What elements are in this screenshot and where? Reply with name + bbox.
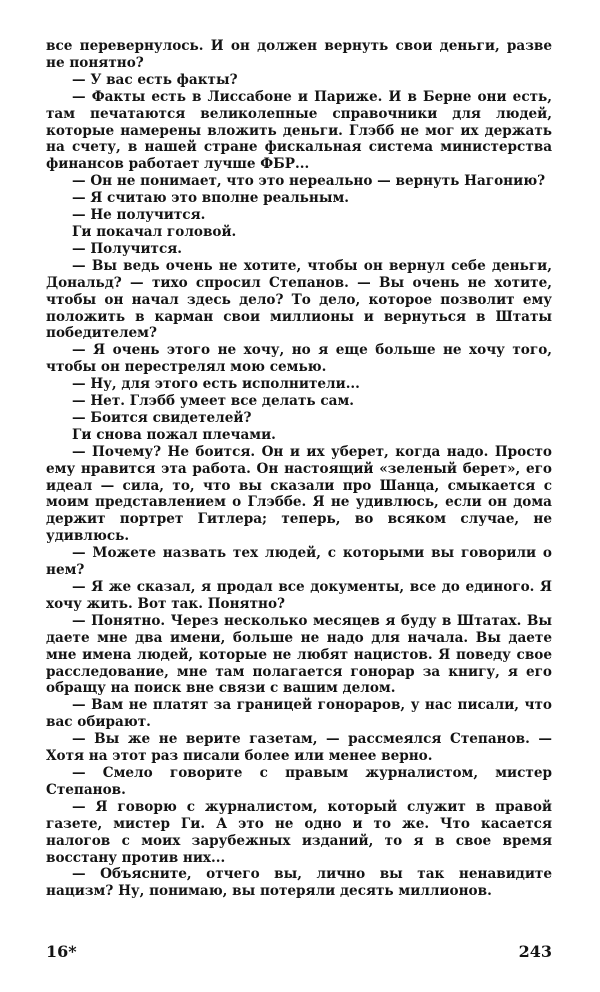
paragraph: — Вы же не верите газетам, — рассмеялся Степанов. — Хотя на этот раз писали более или менее верно. (46, 731, 552, 765)
paragraph: — Вы ведь очень не хотите, чтобы он вернул себе деньги, Дональд? — тихо спросил Степанов. — Вы очень не хотите, чтобы он начал здесь дело? То дело, которое позволит ему положить в карман свои миллионы и вернуться в Штаты победителем? (46, 257, 552, 342)
paragraph: — Почему? Не боится. Он и их уберет, когда надо. Просто ему нравится эта работа. Он настоящий «зеленый берет», его идеал — сила, то, что вы сказали про Шанца, смыкается с моим представлением о Глэббе. Я не удивлюсь, если он дома держит портрет Гитлера; теперь, во всяком случае, не удивлюсь. (46, 443, 552, 545)
paragraph: — Боится свидетелей? (72, 409, 252, 426)
paragraph: — Факты есть в Лиссабоне и Париже. И в Берне они есть, там печатаются великолепные справочники для людей, которые намерены вложить деньги. Глэбб не мог их держать на счету, в нашей стране фискальная система министерства финансов работает лучше ФБР... (46, 88, 552, 173)
paragraph: — Можете назвать тех людей, с которыми вы говорили о нем? (46, 545, 552, 579)
paragraph: — Не получится. (72, 207, 206, 224)
paragraph: — Получится. (72, 240, 183, 257)
paragraph: — Я считаю это вполне реальным. (72, 190, 350, 207)
paragraph: — Вам не платят за границей гонораров, у нас писали, что вас обирают. (46, 697, 552, 731)
paragraph: — Я говорю с журналистом, который служит в правой газете, мистер Ги. А это не одно и то же. Что касается налогов с моих зарубежных изданий, то я в свое время восстану против них... (46, 798, 552, 866)
paragraph: — Смело говорите с правым журналистом, мистер Степанов. (46, 764, 552, 798)
paragraph: — Он не понимает, что это нереально — вернуть Нагонию? (72, 173, 546, 190)
paragraph: — Я очень этого не хочу, но я еще больше не хочу того, чтобы он перестрелял мою семью. (46, 342, 552, 376)
paragraph: — Понятно. Через несколько месяцев я буду в Штатах. Вы даете мне два имени, больше не надо для начала. Вы даете мне имена людей, которые не любят нацистов. Я поведу свое расследование, мне там полагается гонорар за книгу, я его обращу на поиск вне связи с вашим делом. (46, 612, 552, 697)
signature-mark: 16* (46, 942, 77, 961)
body-text (46, 38, 552, 900)
page-footer (46, 942, 552, 964)
paragraph: — У вас есть факты? (72, 71, 238, 88)
paragraph: — Объясните, отчего вы, лично вы так ненавидите нацизм? Ну, понимаю, вы потеряли десять миллионов. (46, 866, 552, 900)
paragraph: Ги покачал головой. (72, 223, 237, 240)
paragraph: — Нет. Глэбб умеет все делать сам. (72, 393, 354, 410)
paragraph: — Ну, для этого есть исполнители... (72, 376, 360, 393)
paragraph: Ги снова пожал плечами. (72, 426, 276, 443)
paragraph: все перевернулось. И он должен вернуть свои деньги, разве не понятно? (46, 38, 552, 71)
page-number: 243 (518, 942, 552, 961)
paragraph: — Я же сказал, я продал все документы, все до единого. Я хочу жить. Вот так. Понятно? (46, 579, 552, 612)
